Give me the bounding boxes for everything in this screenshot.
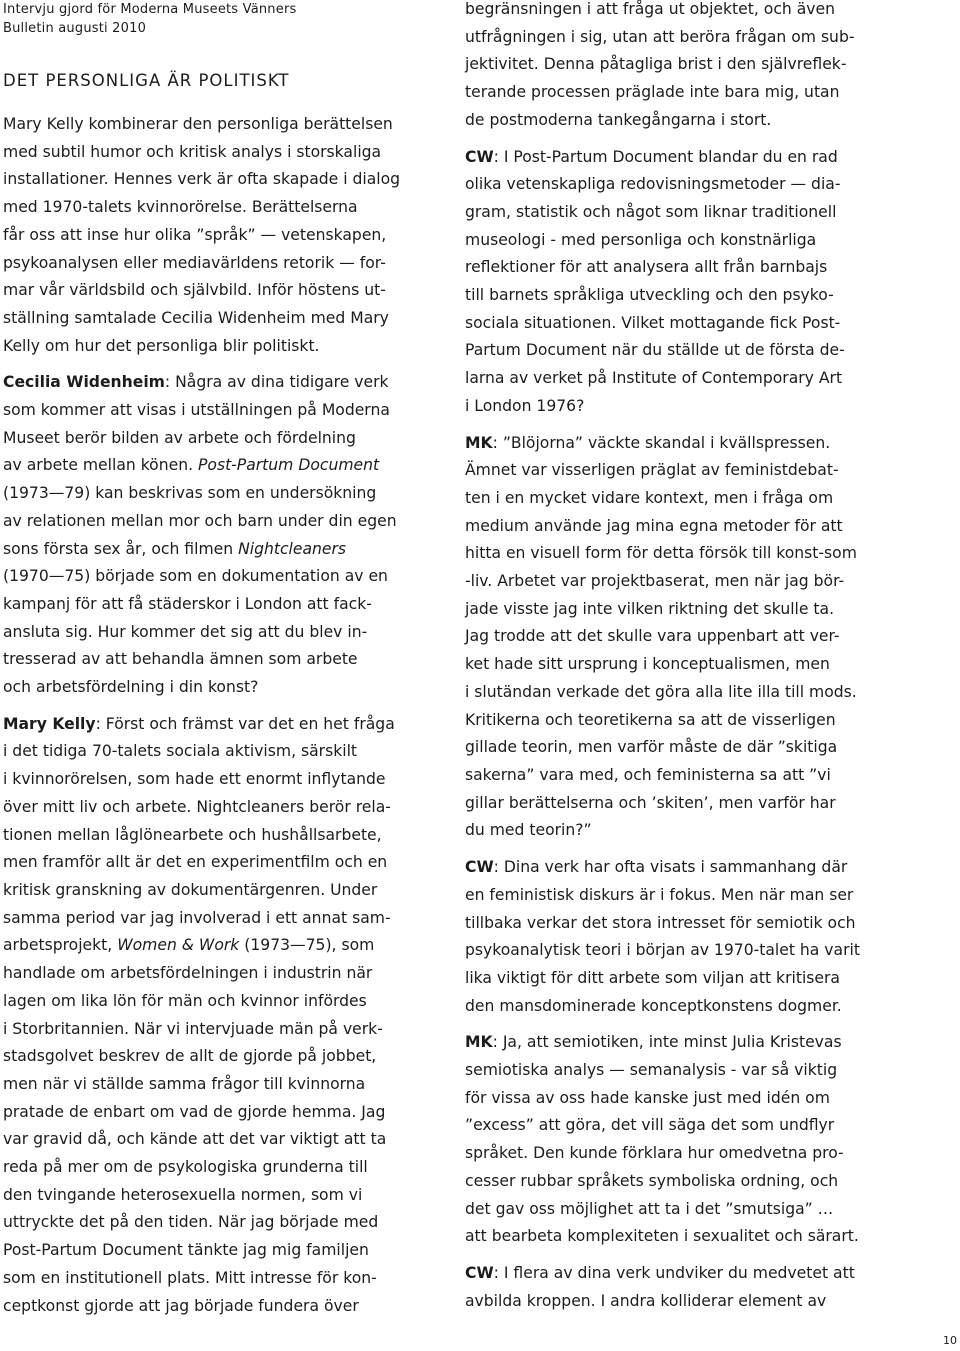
question-1: Cecilia Widenheim: Några av dina tidigare verk som kommer att visas i utställningen på Moderna Museet berör bilden av arbete och fördelning av arbete mellan könen. Post-Partum Document (1973—79) kan beskrivas som en undersökning av relationen mellan mor och barn under din egen sons första sex år, och filmen Nightcleaners (1970—75) började som en dokumentation av en kampanj för att få städerskor i London att fack- ansluta sig. Hur kommer det sig att du blev in- tresserad av att behandla ämnen som arbete och arbetsfördelning i din konst? <box>3 373 397 697</box>
question-4: CW: I flera av dina verk undviker du medvetet att avbilda kroppen. I andra kolliderar element av <box>465 1263 855 1310</box>
header-line-2: Bulletin augusti 2010 <box>3 21 147 36</box>
speaker-name: Mary Kelly <box>3 714 96 733</box>
answer-1: Mary Kelly: Först och främst var det en het fråga i det tidiga 70-talets sociala aktivism, särskilt i kvinnorörelsen, som hade ett enormt inflytande över mitt liv och arbete. Nightcleaners berör rela- tionen mellan låglönearbete och hushållsarbete, men framför allt är det en experimentfilm och en kritisk granskning av dokumentärgenren. Under samma period var jag involverad i ett annat sam- arbetsprojekt, Women & Work (1973—75), som handlade om arbetsfördelningen i industrin när lagen om lika lön för män och kvinnor infördes i Storbritannien. När vi intervjuade män på verk- stadsgolvet beskrev de allt de gjorde på jobbet, men när vi ställde samma frågor till kvinnorna pratade de enbart om vad de gjorde hemma. Jag var gravid då, och kände att det var viktigt att ta reda på mer om de psykologiska grunderna till den tvingande heterosexuella normen, som vi uttryckte det på den tiden. När jag började med Post-Partum Document tänkte jag mig familjen som en institutionell plats. Mitt intresse för kon- ceptkonst gjorde att jag började fundera över <box>3 714 395 1315</box>
speaker-name: MK <box>465 1033 493 1052</box>
article-title: DET PERSONLIGA ÄR POLITISKT <box>3 71 290 90</box>
question-2: CW: I Post-Partum Document blandar du en rad olika vetenskapliga redovisningsmetoder — dia- gram, statistik och något som liknar traditionell museologi - med personliga och konstnärliga reflektioner för att analysera allt från barnbajs till barnets språkliga utveckling och den psyko- sociala situationen. Vilket mottagande fick Post- Partum Document när du ställde ut de första de- larna av verket på Institute of Contemporary Art i London 1976? <box>465 147 845 415</box>
intro-line: ställning samtalade Cecilia Widenheim med Mary <box>3 308 389 327</box>
intro-line: Kelly om hur det personliga blir politiskt. <box>3 336 320 355</box>
header-line-1: Intervju gjord för Moderna Museets Vänners <box>3 2 297 17</box>
right-body <box>465 0 885 1315</box>
intro-line: psykoanalysen eller mediavärldens retorik — for- <box>3 253 386 272</box>
answer-2: MK: ”Blöjorna” väckte skandal i kvällspressen. Ämnet var visserligen präglat av feministdebat- ten i en mycket vidare kontext, men i fråga om medium använde jag mina egna metoder för att hitta en visuell form för detta försök till konst-som -liv. Arbetet var projektbaserat, men när jag bör- jade visste jag inte vilken riktning det skulle ta. Jag trodde att det skulle vara uppenbart att ver- ket hade sitt ursprung i konceptualismen, men i slutändan verkade det göra alla lite illa till mods. Kritikerna och teoretikerna sa att de visserligen gillade teorin, men varför måste de där ”skitiga sakerna” vara med, och feministerna sa att ”vi gillar berättelserna och ’skiten’, men varför har du med teorin?” <box>465 433 857 840</box>
work-title: Post-Partum Document <box>198 456 380 475</box>
speaker-name: CW <box>465 858 494 877</box>
page-number: 10 <box>943 1334 957 1347</box>
answer-1-continued: begränsningen i att fråga ut objektet, och även utfrågningen i sig, utan att beröra frågan om sub- jektivitet. Denna påtagliga brist i den självreflek- terande processen präglade inte bara mig, utan de postmoderna tankegångarna i stort. <box>465 0 855 129</box>
publication-header <box>3 0 423 38</box>
intro-line: med subtil humor och kritisk analys i storskaliga <box>3 142 382 161</box>
answer-3: MK: Ja, att semiotiken, inte minst Julia Kristevas semiotiska analys — semanalysis - var så viktig för vissa av oss hade kanske just med idén om ”excess” att göra, det vill säga det som undflyr språket. Den kunde förklara hur omedvetna pro- cesser rubbar språkets symboliska ordning, och det gav oss möjlighet att ta i det ”smutsiga” … att bearbeta komplexiteten i sexualitet och särart. <box>465 1033 859 1246</box>
left-body <box>3 111 423 1320</box>
intro-line: med 1970-talets kvinnorörelse. Berättelserna <box>3 198 358 217</box>
speaker-name: Cecilia Widenheim <box>3 373 165 392</box>
intro-paragraph <box>3 111 423 360</box>
intro-line: Mary Kelly kombinerar den personliga berättelsen <box>3 115 393 133</box>
speaker-name: CW <box>465 147 494 166</box>
intro-line: mar vår världsbild och självbild. Inför höstens ut- <box>3 281 386 300</box>
question-3: CW: Dina verk har ofta visats i sammanhang där en feministisk diskurs är i fokus. Men när man ser tillbaka verkar det stora intresset för semiotik och psykoanalytisk teori i början av 1970-talet ha varit lika viktigt för ditt arbete som viljan att kritisera den mansdominerade konceptkonstens dogmer. <box>465 858 860 1015</box>
intro-line: får oss att inse hur olika ”språk” — vetenskapen, <box>3 225 387 244</box>
speaker-name: CW <box>465 1263 494 1282</box>
speaker-name: MK <box>465 433 493 452</box>
left-column <box>3 0 423 1315</box>
work-title: Nightcleaners <box>238 539 347 558</box>
work-title: Women & Work <box>117 936 240 955</box>
intro-line: installationer. Hennes verk är ofta skapade i dialog <box>3 170 401 189</box>
